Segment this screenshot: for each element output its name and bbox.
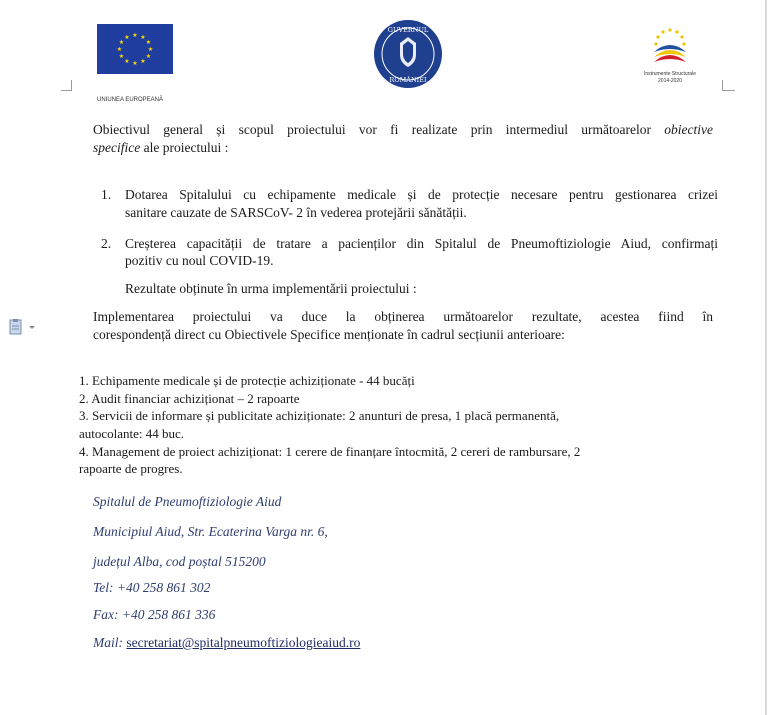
svg-text:★: ★ — [145, 53, 152, 60]
result-4: 4. Management de proiect achiziționat: 1 cerere de finanțare întocmită, 2 cereri de rambursare, 2 — [79, 444, 581, 459]
eu-flag-icon — [97, 24, 173, 74]
structural-instruments-caption — [640, 71, 700, 85]
structural-instruments-logo — [640, 24, 700, 89]
intro-line-2: specifice ale proiectului : — [93, 140, 229, 155]
implementation-line-2: corespondență direct cu Obiectivele Specifice menționate în cadrul secțiunii anterioare: — [93, 327, 565, 342]
email-link[interactable]: secretariat@spitalpneumoftiziologieaiud.ro — [126, 635, 361, 650]
is-caption-years: 2014-2020 — [658, 78, 682, 84]
objective-2-line-2: pozitiv cu noul COVID-19. — [125, 253, 274, 268]
gov-text-bottom: ROMÂNIEI — [389, 76, 427, 84]
margin-corner-left — [61, 80, 72, 91]
eu-caption: UNIUNEA EUROPEANĂ — [97, 97, 164, 103]
result-2: 2. Audit financiar achiziționat – 2 rapoarte — [79, 391, 300, 406]
objective-1-line-2: sanitare cauzate de SARSCoV- 2 în vederea protejării sănătății. — [125, 205, 467, 220]
svg-text:★: ★ — [118, 39, 125, 46]
svg-text:★: ★ — [132, 60, 138, 67]
svg-text:★: ★ — [140, 34, 146, 41]
svg-text:★: ★ — [124, 58, 130, 65]
government-seal-logo — [373, 19, 443, 89]
result-4-continued: rapoarte de progres. — [79, 461, 183, 476]
objective-1-number: 1. — [101, 187, 112, 202]
result-3: 3. Servicii de informare și publicitate achiziționate: 2 anunturi de presa, 1 placă permanentă, — [79, 408, 560, 423]
contact-name: Spitalul de Pneumoftiziologie Aiud — [93, 494, 282, 509]
objective-1-line-1: Dotarea Spitalului cu echipamente medicale și de protecție necesare pentru gestionarea crizei — [125, 187, 718, 202]
objective-2-line-1: Creșterea capacității de tratare a pacienților din Spitalul de Pneumoftiziologie Aiud, confirmați — [125, 236, 718, 251]
eu-logo — [97, 24, 173, 103]
gov-text-top: GUVERNUL — [387, 26, 429, 34]
contact-tel: Tel: +40 258 861 302 — [93, 580, 211, 595]
objective-2-number: 2. — [101, 236, 112, 251]
intro-emphasis-1: obiective — [664, 122, 713, 137]
is-caption-title: Instrumente Structurale — [644, 71, 696, 77]
svg-text:★: ★ — [147, 46, 154, 53]
mail-label: Mail: — [93, 635, 123, 650]
window-border — [765, 0, 767, 715]
implementation-line-1: Implementarea proiectului va duce la obținerea următoarelor rezultate, acestea fiind în — [93, 309, 713, 324]
intro-line-1: Obiectivul general și scopul proiectului vor fi realizate prin intermediul următoarelor obiective — [93, 122, 713, 137]
contact-mail-row — [93, 635, 360, 651]
svg-text:★: ★ — [140, 58, 146, 65]
results-heading: Rezultate obținute în urma implementării proiectului : — [125, 281, 417, 296]
contact-fax: Fax: +40 258 861 336 — [93, 607, 216, 622]
svg-text:★: ★ — [124, 34, 130, 41]
paste-options-icon[interactable] — [8, 319, 38, 335]
svg-text:★: ★ — [145, 39, 152, 46]
svg-text:★: ★ — [118, 53, 125, 60]
result-3-continued: autocolante: 44 buc. — [79, 426, 185, 441]
contact-county: județul Alba, cod poștal 515200 — [93, 554, 266, 569]
contact-street: Municipiul Aiud, Str. Ecaterina Varga nr. 6, — [93, 524, 328, 539]
svg-text:★: ★ — [116, 46, 123, 53]
svg-text:★: ★ — [132, 32, 138, 39]
intro-emphasis-2: specifice — [93, 140, 141, 155]
margin-corner-right — [722, 80, 735, 91]
result-1: 1. Echipamente medicale și de protecție achiziționate - 44 bucăți — [79, 373, 415, 388]
